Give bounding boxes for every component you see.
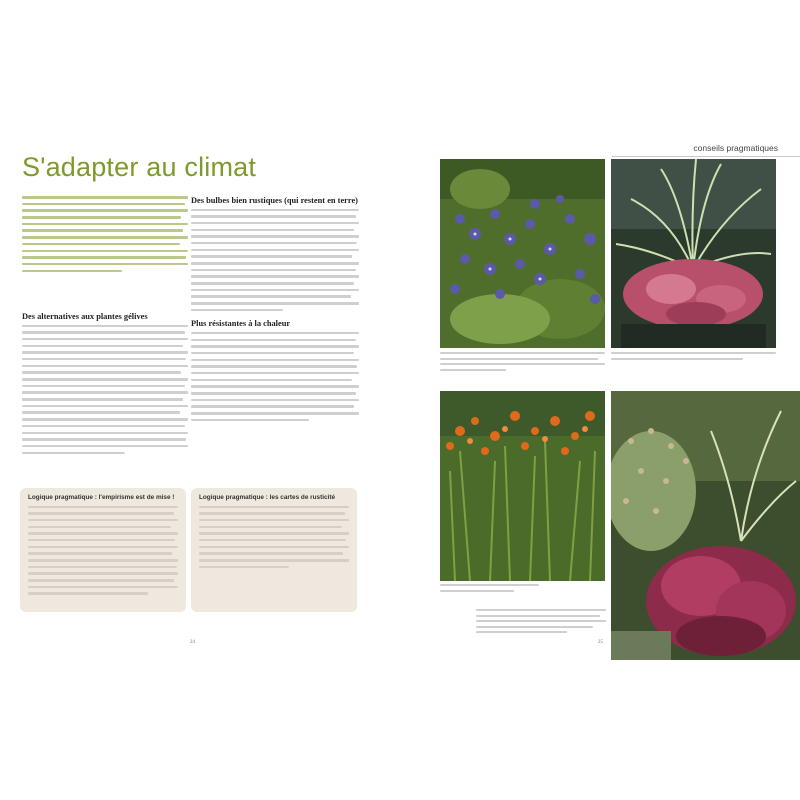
text-column-1 [22,312,188,458]
box-text [199,506,349,569]
box-title: Logique pragmatique : les cartes de rusticité [199,494,336,501]
page-title: S'adapter au climat [22,152,257,182]
photo-caption [440,352,605,374]
section-body [191,209,359,312]
page-number: 24 [190,640,195,645]
photo-caption [476,609,606,637]
section-body [22,325,188,455]
box-text [28,506,178,595]
sidebar-box-hardiness-maps [191,488,357,612]
page-number: 25 [598,640,603,645]
section-heading: Des alternatives aux plantes gélives [22,312,148,321]
intro-paragraph [22,196,188,276]
running-head-rule [612,156,800,157]
running-head: conseils pragmatiques [693,143,778,153]
section-heading: Des bulbes bien rustiques (qui restent en terre) [191,196,358,205]
photo-caption [440,584,605,595]
left-page [12,100,410,660]
photo-orange-crocosmia [440,391,605,581]
section-heading: Plus résistantes à la chaleur [191,319,291,329]
box-title: Logique pragmatique : l'empirisme est de mise ! [28,494,175,501]
right-page [430,100,800,660]
book-spread [0,100,800,660]
photo-red-grass-border [611,391,800,660]
photo-grass-pot [611,159,776,348]
photo-blue-flowers [440,159,605,348]
text-column-2 [191,196,359,425]
sidebar-box-empiricism [20,488,186,612]
section-body [191,332,359,421]
photo-caption [611,352,776,363]
